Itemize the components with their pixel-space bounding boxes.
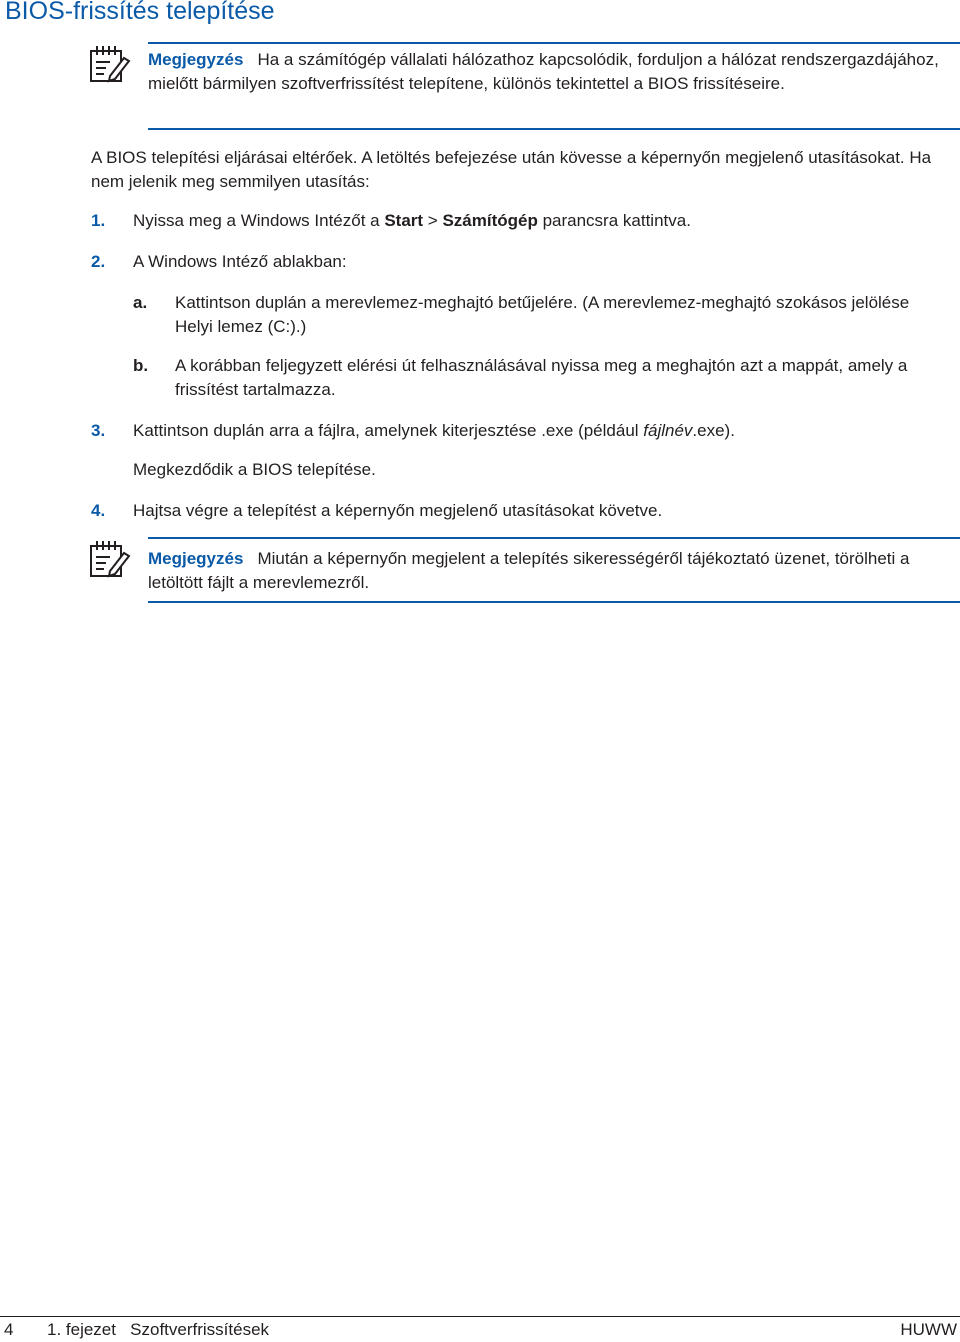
step-text: A Windows Intéző ablakban:	[133, 252, 347, 271]
note-body: Ha a számítógép vállalati hálózathoz kapcsolódik, forduljon a hálózat rendszergazdájához, mielőtt bármilyen szoftverfrissítést telepítene, különös tekintettel a BIOS frissítéseire.	[148, 50, 939, 93]
step-number: 4.	[91, 501, 106, 520]
note-text	[148, 48, 942, 96]
note-label: Megjegyzés	[148, 50, 244, 69]
footer-rule	[0, 1316, 960, 1317]
page-number: 4	[4, 1320, 14, 1339]
step-number: 2.	[91, 252, 106, 271]
document-code: HUWW	[900, 1320, 957, 1339]
step-text: Hajtsa végre a telepítést a képernyőn megjelenő utasításokat követve.	[133, 501, 663, 520]
substep-text: A korábban feljegyzett elérési út felhasználásával nyissa meg a meghajtón azt a mappát, amely a frissítést tartalmazza.	[175, 356, 908, 399]
step-number: 1.	[91, 211, 106, 230]
note-body: Miután a képernyőn megjelent a telepítés sikerességéről tájékoztató üzenet, törölheti a letöltött fájlt a merevlemezről.	[148, 549, 910, 592]
step-result: Megkezdődik a BIOS telepítése.	[133, 460, 376, 479]
step-number: 3.	[91, 421, 106, 440]
step-text-part: Kattintson duplán arra a fájlra, amelynek kiterjesztése .exe (például	[133, 421, 644, 440]
step-text-part: Nyissa meg a Windows Intézőt a	[133, 211, 385, 230]
menu-computer: Számítógép	[442, 211, 538, 230]
note-icon	[88, 43, 132, 83]
note-icon	[88, 538, 132, 578]
note-rule-bottom	[148, 128, 960, 130]
substep-letter: a.	[133, 293, 148, 312]
step-text-part: parancsra kattintva.	[537, 211, 691, 230]
note-rule-bottom	[148, 601, 960, 603]
intro-paragraph: A BIOS telepítési eljárásai eltérőek. A letöltés befejezése után kövesse a képernyőn megjelenő utasításokat. Ha nem jelenik meg semmilyen utasítás:	[91, 148, 932, 191]
note-rule-top	[148, 42, 960, 44]
filename-placeholder: fájlnév	[643, 421, 693, 440]
note-text	[148, 547, 942, 595]
note-box	[88, 537, 960, 607]
step-text	[133, 419, 940, 443]
step-text-part: >	[423, 211, 443, 230]
page-heading: BIOS-frissítés telepítése	[5, 0, 275, 25]
note-box	[88, 42, 960, 132]
substep-letter: b.	[133, 356, 149, 375]
step-text	[133, 209, 940, 233]
substep-text: Kattintson duplán a merevlemez-meghajtó betűjelére. (A merevlemez-meghajtó szokásos jelölése Helyi lemez (C:).)	[175, 293, 910, 336]
note-rule-top	[148, 537, 960, 539]
chapter-title: 1. fejezet Szoftverfrissítések	[47, 1320, 270, 1339]
step-text-part: .exe).	[692, 421, 735, 440]
note-label: Megjegyzés	[148, 549, 244, 568]
menu-start: Start	[384, 211, 424, 230]
